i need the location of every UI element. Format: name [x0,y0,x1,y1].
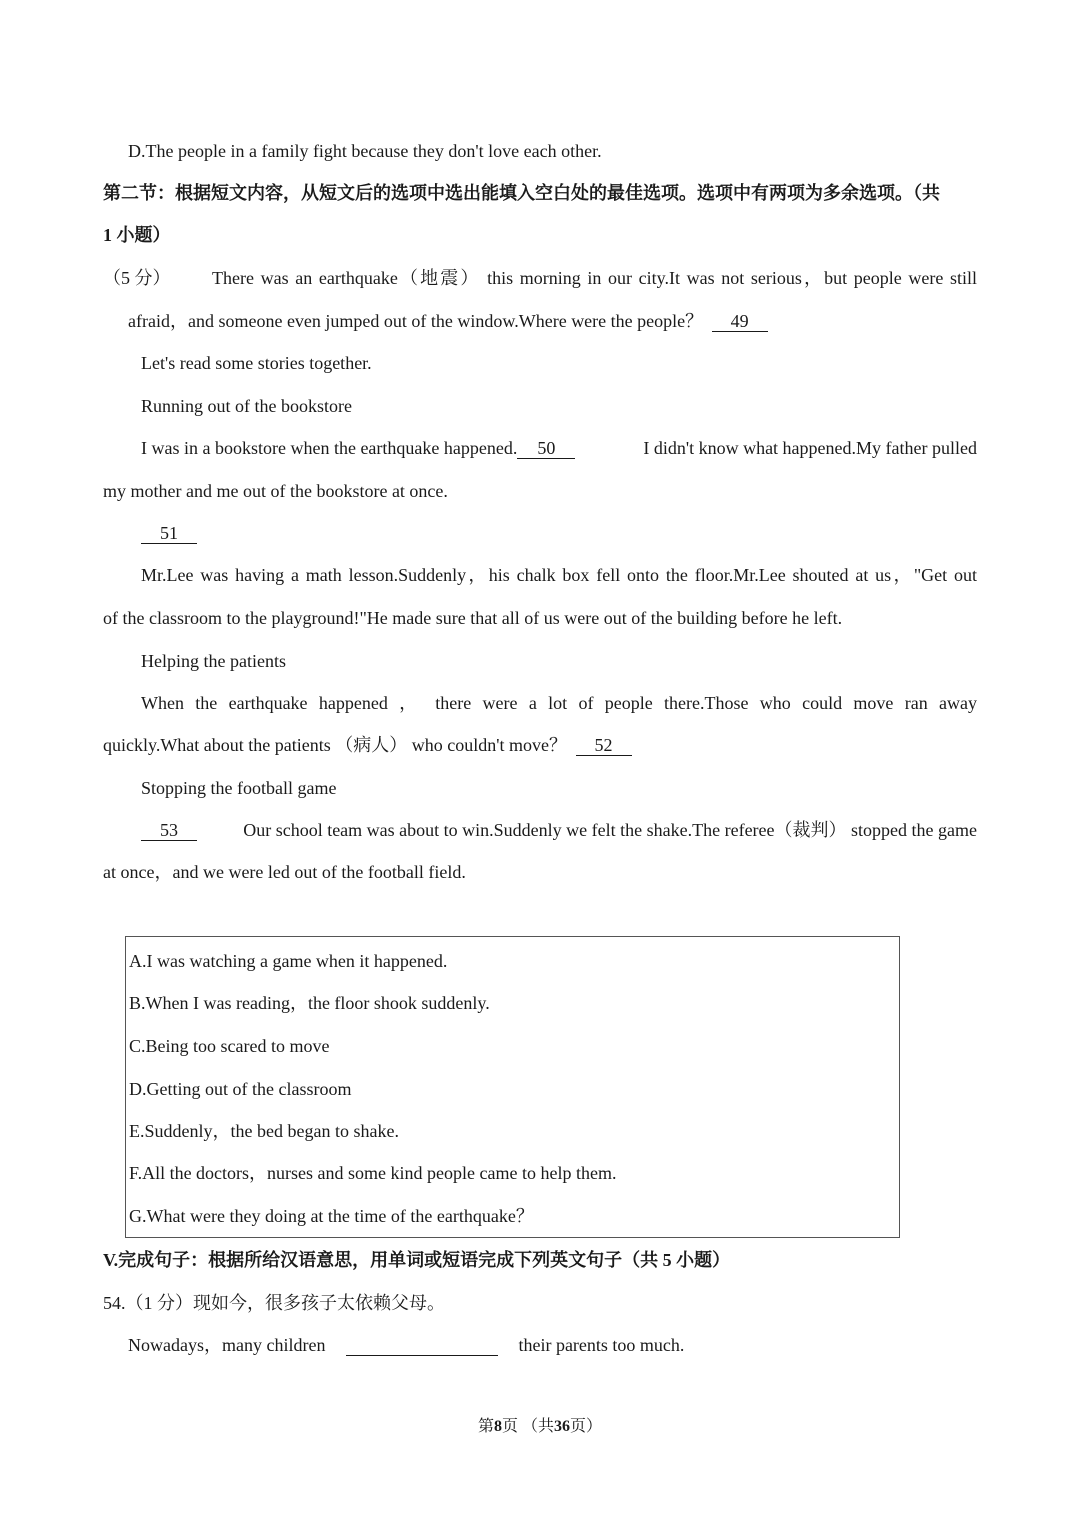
blank-52: 52 [576,735,632,756]
options-box [125,936,900,1238]
story4-line-1 [141,818,977,842]
option-e: E.Suddenly，the bed began to shake. [129,1121,399,1141]
footer-total-pages: 36 [554,1418,570,1435]
section5-heading: V.完成句子：根据所给汉语意思，用单词或短语完成下列英文句子（共 5 小题） [103,1250,731,1270]
story-title-patients: Helping the patients [141,651,286,671]
footer-pre: 第 [477,1418,494,1435]
blank-50: 50 [517,438,575,459]
option-b: B.When I was reading，the floor shook suddenly. [129,993,490,1013]
option-d-previous: D.The people in a family fight because they don't love each other. [128,141,602,161]
story-title-bookstore: Running out of the bookstore [141,396,352,416]
footer-page-number: 8 [493,1418,502,1435]
story2-line-1: Mr.Lee was having a math lesson.Suddenly，his chalk box fell onto the floor.Mr.Lee shouted at us，"Get out [141,565,977,585]
option-a: A.I was watching a game when it happened. [129,951,448,971]
option-d: D.Getting out of the classroom [129,1079,352,1099]
story1-text-a: I was in a bookstore when the earthquake happened. [141,438,518,458]
footer-post: 页） [570,1418,603,1435]
story1-line-2: my mother and me out of the bookstore at once. [103,481,448,501]
story1-text-b: I didn't know what happened.My father pulled [643,438,977,458]
story-title-football: Stopping the football game [141,778,337,798]
story4-line-2: at once，and we were led out of the football field. [103,862,466,882]
question-54-sentence [128,1333,684,1357]
blank-53: 53 [141,820,197,841]
story3-text: quickly.What about the patients （病人） who couldn't move？ [103,735,567,755]
question-score: （5 分） [103,268,171,288]
option-c: C.Being too scared to move [129,1036,330,1056]
section2-heading: 第二节：根据短文内容，从短文后的选项中选出能填入空白处的最佳选项。选项中有两项为多余选项。（共 [103,183,940,203]
option-f: F.All the doctors，nurses and some kind people came to help them. [129,1163,617,1183]
blank-54 [346,1335,498,1356]
story3-line-2 [103,733,632,757]
footer-mid: 页 （共 [501,1418,554,1435]
story3-line-1: When the earthquake happened ， there were a lot of people there.Those who could move ran away [141,693,977,713]
story1-line-1 [141,436,977,460]
read-line: Let's read some stories together. [141,353,372,373]
question-54: 54.（1 分）现如今，很多孩子太依赖父母。 [103,1293,445,1313]
story2-line-2: of the classroom to the playground!"He made sure that all of us were out of the building before he left. [103,608,843,628]
blank-49: 49 [712,311,768,332]
intro-line-1: There was an earthquake（地震） this morning in our city.It was not serious，but people were still [212,268,977,288]
question-54-text-a: Nowadays，many children [128,1335,326,1355]
section2-heading-cont: 1 小题） [103,225,171,245]
question-54-text-b: their parents too much. [518,1335,685,1355]
intro-line-2 [128,309,768,333]
story2-title-line [141,521,197,545]
blank-51: 51 [141,523,197,544]
option-g: G.What were they doing at the time of the earthquake？ [129,1206,534,1226]
story4-text: Our school team was about to win.Suddenly we felt the shake.The referee（裁判） stopped the game [243,820,977,840]
page-footer [0,1416,1080,1438]
intro-line-2-text: afraid，and someone even jumped out of the window.Where were the people？ [128,311,704,331]
